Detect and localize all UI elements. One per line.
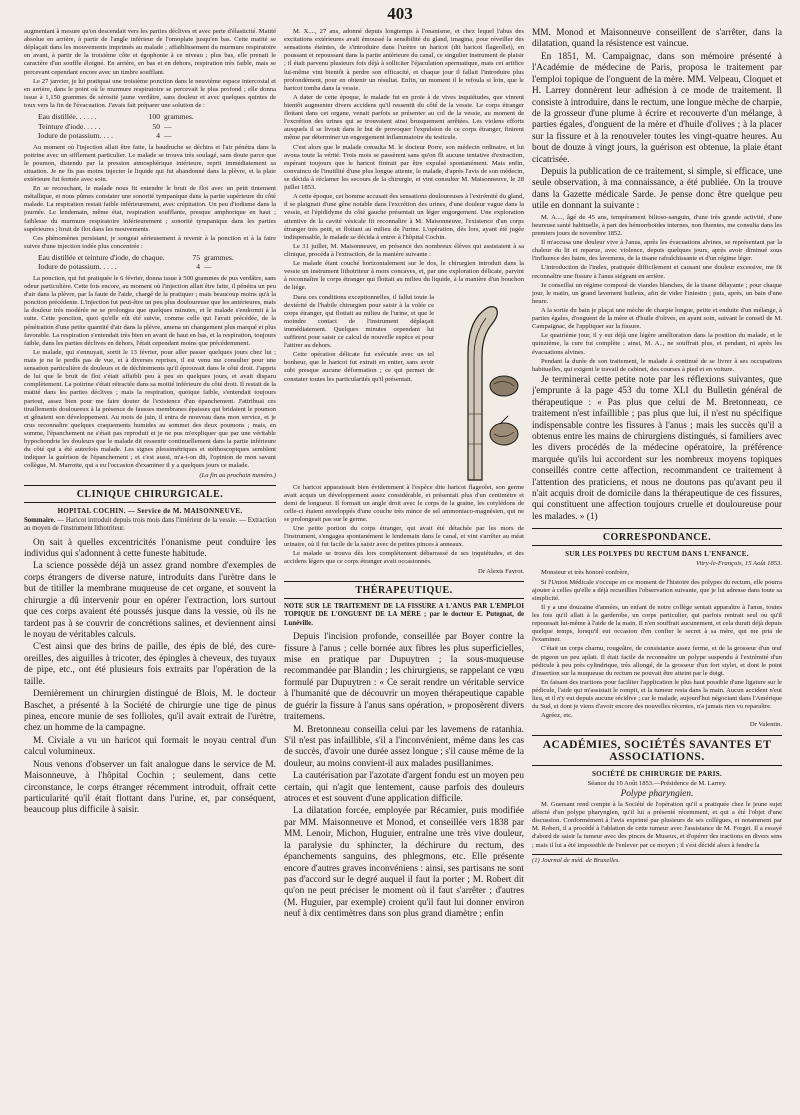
paragraph: Le quatrième jour, il y eut déjà une légère amélioration dans la position du malade, et le quinzième, la cure fut complète ; ainsi, M. A.., ne souffrait plus, et pendant, ni après les évacuations alvines. <box>532 332 782 356</box>
paragraph: Nous venons d'observer un fait analogue dans le service de M. Maisonneuve, à l'hôpital Cochin ; seulement, dans cette circonstance, le corps étranger récemment introduit, offrait cette particularité qu'il était flottant dans l'urine, et, par conséquent, beaucoup plus difficile à saisir. <box>24 759 276 816</box>
column-right <box>532 28 782 1109</box>
paragraph: C'est ainsi que des brins de paille, des épis de blé, des cure-oreilles, des aiguilles à tricoter, des épingles à cheveux, des tuyaux de pipe, etc., ont été plusieurs fois extraits par l'opération de la taille. <box>24 642 276 687</box>
correspondance-subtitle: SUR LES POLYPES DU RECTUM DANS L'ENFANCE. <box>565 550 749 559</box>
paragraph: Depuis l'incision profonde, conseillée par Boyer contre la fissure à l'anus ; celle bornée aux fibres les plus superficielles, mise en pratique par Dupuytren ; la sous-muqueuse recommandée par Blandin ; les chirurgiens, se rappelant ce vœu formulé par Dupuytren : « Ce serait rendre un véritable service à l'humanité que de découvrir un moyen thérapeutique capable de guérir la fissure à l'anus sans opération, » proposèrent divers traitemens. <box>284 632 524 723</box>
paragraph: MM. Monod et Maisonneuve conseillent de s'arrêter, dans la dilatation, quand la résistence est vaincue. <box>532 28 782 50</box>
paragraph: M. Guersant rend compte à la Société de l'opération qu'il a pratiquée chez le jeune sujet affecté d'un polype pharyngien, qu'il lui a présenté récemment, et qui a été l'objet d'une discussion. Conformément à l'avis exprimé par plusieurs de ses collègues, et notamment par M. Robert, il a procédé à l'ablation de cette tumeur avec l'assistance de M. Forget. Il a essayé d'abord de saisir la tumeur avec des pinces de Museux, et d'opérer des tractions en divers sens ; mais il lui a été impossible de l'enlever par ce moyen ; il s'est décidé alors à fendre la <box>532 801 782 849</box>
hospital-line: HOPITAL COCHIN. — Service de M. MAISONNEUVE. <box>57 506 243 515</box>
formula-row: Eau distillée et teinture d'iode, de chaque. 75 grammes. <box>38 252 234 262</box>
paragraph: M. A...., âgé de 45 ans, tempérament bilioso-sanguin, d'une très grande activité, d'une heureuse santé habituelle, à part des hémorrhoïdes internes, non fluentes, me consulta dans les premiers jours de novembre 1852. <box>532 213 782 237</box>
paragraph: En se recouchant, le malade nous fit entendre le bruit de flot avec un petit tintement métallique, et nous pûmes constater une sonorité tympanique dans la partie supérieure du côté malade. La respiration restait faible inférieurement, avec crépitation. Un peu d'iodisme dans la journée. Le lendemain, même état, respiration soufflante, presque amphorique en haut ; faiblesse du murmure respiratoire inférieurement ; sonorité tympanique dans les parties supérieures ; bruit de flot dans les mouvements. <box>24 185 276 233</box>
formula-row: Iodure de potassium. . . . . 4 — <box>38 262 212 272</box>
paragraph: M. Civiale a vu un haricot qui formait le noyau central d'un calcul volumineux. <box>24 735 276 758</box>
paragraph: Une petite portion du corps étranger, qui avait été détachée par les mors de l'instrument, s'engagea spontanément le lendemain dans le canal, et vint s'arrêter au méat urinaire, où il fut facile de la saisir avec de petites pinces à anneaux. <box>284 525 524 549</box>
session-line: Séance du 10 Août 1853.—Présidence de M. Larrey. <box>587 779 727 787</box>
paragraph: Cette opération délicate fut exécutée avec un tel bonheur, que le haricot fut extrait en entier, sans avoir subi presque aucune déformation ; ce qui permet de constater toutes les particularités qu'il présentait. <box>284 351 434 383</box>
column-left <box>24 28 276 1109</box>
formula-solution-1 <box>38 112 276 140</box>
paragraph: Depuis la publication de ce traitement, si simple, si efficace, une seule observation, à ma connaissance, a été publiée. On la trouve dans la Gazette médicale Sarde. Je pense donc être quelque peu utile en donnant la suivante : <box>532 167 782 212</box>
formula-row: Teinture d'iode. . . . . 50 — <box>38 121 172 131</box>
formula-solution-2 <box>38 253 276 272</box>
paragraph: Ces phénomènes persistant, je songeai sérieusement à revenir à la ponction et à la faire suivre d'une injection iodée plus concentrée : <box>24 234 276 250</box>
section-title-therapeutique: THÉRAPEUTIQUE. <box>284 581 524 599</box>
paragraph: augmentant à mesure qu'on descendait vers les parties déclives et avec perte d'élasticité. Matité absolue en arrière, à partir de l'angle inférieur de l'omoplate jusqu'en bas. Cette matité se déplaçait dans les mouvements imprimés au malade ; affaiblissement du murmure respiratoire en avant, à partir de la troisième côte et égophonie à ce niveau ; plus bas, elle prenait le caractère d'un souffle éloigné. En arrière, en bas et en dehors, respiration très faible, mais se percevant cependant encore avec un timbre soufflant. <box>24 28 276 76</box>
section-title-correspondance: CORRESPONDANCE. <box>532 528 782 546</box>
note-title: NOTE SUR LE TRAITEMENT DE LA FISSURE A L'ANUS PAR L'EMPLOI TOPIQUE DE L'ONGUENT DE LA MÈRE ; par le docteur E. Putegnat, de Lunéville. <box>284 602 524 627</box>
summary: Sommaire. — Haricot introduit depuis trois mois dans l'intérieur de la vessie. — Extraction au moyen de l'instrument lithotriteur. <box>24 516 276 533</box>
signature: Dr Alexis Favrot. <box>478 567 524 575</box>
paragraph: La science possède déjà un assez grand nombre d'exemples de corps étrangers de diverse nature, introduits dans l'urètre dans le but de titiller la membrane muqueuse de cet organe, et souvent la chirurgie a dû intervenir pour en opérer l'extraction, lors surtout que ces corps avaient été poussés jusque dans la vessie, où ils ne tardent pas à se couvrir de concrétions salines, et deviennent ainsi le noyau de véritables calculs. <box>24 561 276 641</box>
paragraph: M. X...., 27 ans, adonné depuis longtemps à l'onanisme, et chez lequel l'abus des excitations extérieures avait émoussé la sensibilité du gland, imagina, pour réveiller des sensations éteintes, de s'introduire dans l'urètre un haricot (dit haricot flageollet), en poussant et repoussant dans la partie antérieure du canal, ce singulier instrument de plaisir ; il était parvenu plusieurs fois déjà à solliciter l'éjaculation spermatique, mais cet artifice lui-même vint bientôt à perdre son efficacité, et chaque jour il fallait l'introduire plus profondément, pour en obtenir un résultat. Enfin, un moment il le refoula si loin, que le haricot tomba dans la vessie. <box>284 28 524 92</box>
paragraph: Le 27 janvier, je lui pratiquai une troisième ponction dans le neuvième espace intercostal et en arrière, dans le point où le murmure respiratoire se percevait le plus profond ; elle donna issue à 1,150 grammes de sérosité jaune verdâtre, sans douleur et avec quelques quintes de toux vers la fin de l'évacuation. J'avais fait préparer une solution de : <box>24 77 276 109</box>
section-title-academies: ACADÉMIES, SOCIÉTÉS SAVANTES ET ASSOCIATIONS. <box>532 735 782 766</box>
paragraph: La ponction, qui fut pratiquée le 6 février, donna issue à 500 grammes de pus verdâtre, sans odeur particulière. Cette fois encore, au moment où l'injection allait être faite, il pénétra un peu d'air dans la plèvre, par la faute de l'aide, chargé de la pratiquer ; mais beaucoup moins qu'à la ponction précédente. L'injection fut peut-être un peu plus douloureuse que les antérieures, mais la douleur très modérée ne se prolongea que quelques minutes, et le malade s'endormit à la suite. Cette ponction, quoi qu'elle eût été suivie, comme celle qui l'avait précédée, de la pénétration d'une petite quantité d'air dans la plèvre, amena un changement plus marqué et plus favorable. La respiration s'entendait très bien en avant de haut en bas, et la respiration, toujours faible, dans les parties déclives en dehors, l'était cependant moins que précédemment. <box>24 274 276 347</box>
column-middle <box>284 28 524 1109</box>
topic-title: Polype pharyngien. <box>620 788 694 799</box>
footnote: (1) Journal de méd. de Bruxelles. <box>532 854 782 864</box>
signature: Dr Valentin. <box>749 721 782 729</box>
paragraph: A dater de cette époque, le malade fut en proie à de vives inquiétudes, que vinrent bientôt augmenter divers accidens qu'il ressentit du côté de la vessie. Le corps étranger flottant dans cet organe, venait parfois se présenter au col de la vessie, au moment de l'excrétion des urines qui se trouvaient ainsi brusquement arrêtées. Les violens efforts auxquels il se livrait dans le but de provoquer l'expulsion de ce corps étranger, finirent même par déterminer un engorgement inflammatoire du testicule. <box>284 93 524 142</box>
paragraph: La cautérisation par l'azotate d'argent fondu est un moyen peu certain, qui n'agit que lentement, cause parfois des douleurs atroces et est souvent d'une application difficile. <box>284 771 524 805</box>
paragraph: A la sortie du bain je plaçai une mèche de charpie longue, petite et enduite d'un mélange, à parties égales, d'onguent de la mère et d'huile d'olives, en ayant soin, suivant le conseil de M. Campaignac, de l'appliquer sur la fissure. <box>532 306 782 331</box>
paragraph: M. Bretonneau conseilla celui par les lavemens de ratanhia. S'il n'est pas infaillible, s'il a l'inconvénient, même dans les cas de succès, d'avoir une durée assez longue ; s'il cause même de la douleur, au moins convient-il aux malades pusillanimes. <box>284 724 524 769</box>
paragraph: Je terminerai cette petite note par les réflexions suivantes, que j'emprunte à la page 453 du tome XLI du Bulletin général de thérapeutique : « Pas plus que celui de M. Bretonneau, ce traitement n'est infaillible ; pas plus que lui, il n'est nu spécifique indispensable contre les fissures à l'anus ; mais les succès qu'il a obtenus entre les mains de chirurgiens distingués, si familiers avec les divers procédés de la médecine opératoire, la préférence marquée qu'ils lui accordent sur les nombreux moyens topiques conseillés contre cette affection, recommandent ce traitement à l'attention des praticiens, et nous ne doutons pas qu'avant peu il n'ait acquis droit de domicile dans la thérapeutique de ces fissures, qui constituent une affection toujours cruelle et douloureuse pour les malades. » (1) <box>532 374 782 522</box>
formula-row: Eau distillée. . . . . . 100 grammes. <box>38 112 194 122</box>
paragraph: En faisant des tractions pour faciliter l'application le plus haut possible d'une ligature sur le pédicule, l'aide qui m'assistait le rompit, et la tumeur resta dans la main. Aucun accident n'eut lieu, et il n'y eut depuis aucune récidive ; car le malade, aujourd'hui négociant dans l'Amérique du Sud, et dont je viens d'avoir encore des nouvelles récentes, n'a jamais rien vu reparaître. <box>532 678 782 711</box>
paragraph: Le malade se trouva dès lors complètement débarrassé de ses inquiétudes, et des accidens légers que ce corps étranger avait occasionnés. <box>284 550 524 566</box>
lithotrite-illustration <box>438 294 524 484</box>
paragraph: Le malade étant couché horizontalement sur le dos, le chirurgien introduit dans la vessie un instrument lithotriteur à mors concaves, et, par une exploration délicate, parvint à reconnaître le corps étranger qui flottait au milieu du liquide, à la manière d'un bouchon de liége. <box>284 260 524 292</box>
continued-note: (La fin au prochain numéro.) <box>199 471 276 479</box>
paragraph: On sait à quelles excentricités l'onanisme peut conduire les individus qui s'adonnent à cette funeste habitude. <box>24 537 276 560</box>
paragraph: Le 31 juillet, M. Maisonneuve, en présence des nombreux élèves qui assistaient à sa clinique, procéda à l'extraction, de la manière suivante : <box>284 242 524 258</box>
paragraph: Agréez, etc. <box>541 712 573 720</box>
paragraph: Il m'accusa une douleur vive à l'anus, après les évacuations alvines, se représentant par la chaleur du lit et reparue, avec violence, depuis quelques jours, après avoir diminué sous l'influence des bains, des lavemens, de la tisane rafraîchissante et d'un régime léger. <box>532 239 782 263</box>
paragraph: Pendant la durée de son traitement, le malade à continué de se livrer à ses occupations habituelles, qui exigent le travail de cabinet, des courses à pied et en voiture. <box>532 357 782 373</box>
paragraph: Le malade, qui s'ennuyait, sortit le 13 février, pour aller passer quelques jours chez lui ; mais je ne le perdis pas de vue, et à diverses reprises, il est venu me consulter pour une sensation particulière de douleurs et de déchirements qu'il éprouvait dans le côté droit. J'appris de lui que le bruit de flot s'était affaibli peu à peu en quelques jours, et avait disparu complètement. La poitrine s'était rétractée dans sa moitié inférieure du côté droit. Il restait de la matité dans les parties déclives ; mais la respiration, quoique faible, s'entendait toujours partout, assez bien pour me faire douter de l'existence d'un épanchement. J'attribuai ces tiraillements douloureux à la présence de fausses membranes épaisses qui bridaient le poumon et gênaient son développement. Au mois de juin, il entra de nouveau dans mon service, et je crus reconnaître quelques craquements humides au sommet des deux poumons ; mais, en somme, l'épanchement ne s'était pas reproduit et je ne pus m'expliquer que par une véritable hypochondrie les douleurs que le malade dit ressentir continuellement dans la partie inférieure du côté qui a été autrefois malade. Les signes plessimétriques et stéthoscopiques semblent indiquer la guérison de l'épanchement ; et c'est aussi, m'a-t-on dit, l'opinion de mon savant collègue, M. Marrotte, qui a eu l'occasion d'examiner il y a quelques jours ce malade. <box>24 348 276 470</box>
paragraph: Dans ces conditions exceptionnelles, il fallut toute la dextérité de l'habile chirurgien pour saisir à la volée ce corps étranger, qui flottait au milieu de l'urine, et que le moindre contact de l'instrument déplaçait immédiatement. Quelques minutes cependant lui suffirent pour saisir ce calcul de nouvelle espèce et pour l'attirer au dehors. <box>284 293 434 350</box>
paragraph: Monsieur et très honoré confrère, <box>541 569 630 577</box>
paragraph: Je conseillai un régime composé de viandes blanches, de la tisane délayante ; pour chaque jour, le matin, un grand lavement huileux, afin de vider l'intestin ; puis, après, un bain d'une heure. <box>532 281 782 305</box>
section-title-clinique: CLINIQUE CHIRURGICALE. <box>24 485 276 503</box>
formula-row: Iodure de potassium. . . . 4 — <box>38 131 172 141</box>
paragraph: Ce haricot apparaissait bien évidemment à l'espèce dite haricot flageolet, son germe avait acquis un développement assez considérable, et présentait plus d'un centimètre et demi de longueur. Il formait un angle droit avec le corps de la graine, les cotylédons de celle-ci étaient enveloppés d'une couche très mince de sel ammoniaco-magnésien, qui ne se prolongeait pas sur le germe. <box>284 483 524 523</box>
paragraph: Au moment où l'injection allait être faite, la baudruche se déchira et l'air pénétra dans la poitrine avec un sifflement particulier. Le malade se trouva très soulagé, sans doute parce que le poumon, distendu par la pression atmosphérique intérieure, reprit immédiatement sa situation. Je ne fis pas moins injecter le liquide qui fut abandonné dans la plèvre, et la plaie extérieure fut fermée avec soin. <box>24 143 276 183</box>
paragraph: La dilatation forcée, employée par Récamier, puis modifiée par MM. Maisonneuve et Monod, et conseillée vers 1838 par MM. Lenoir, Michon, Huguier, entraîne une très vive douleur, la paralysie du sphincter, la déchirure du rectum, des épanchements sanguins, des phlegmons, etc. Elle présente encore d'autres graves inconvéniens : ainsi, ses partisans ne sont pas d'accord sur le degré auquel il faut la porter ; M. Robert dit qu'on ne peut préciser le moment où il faut s'arrêter ; d'autres (M. Huguier, par exemple) croient qu'il faut lui donner environ neuf à dix centimètres dans son plus grand diamètre ; enfin <box>284 806 524 920</box>
paragraph: En 1851, M. Campaignac, dans son mémoire présenté à l'Académie de médecine de Paris, proposa le traitement par l'emploi topique de l'onguent de la mère. MM. Velpeau, Cloquet et H. Larrey donnèrent leur adhésion à ce mode de traitement. Il consiste à introduire, dans le rectum, une longue mèche de charpie, de la grosseur d'une plume à écrire et recouverte d'un mélange, à parties égales, d'onguent de la mère et d'huile d'olives ; à la placer sur la fissure et à la renouveler toutes les vingt-quatre heures. Au bout de douze à vingt jours, la guérison est obtenue, la plaie étant cicatrisée. <box>532 51 782 165</box>
paragraph: C'était un corps charnu, rougeâtre, de consistance assez ferme, et de la grosseur d'un œuf de pigeon un peu aplati. Il était facile de reconnaître un polype suspendu à l'extrémité d'un pédicule à peu près cylindrique, très allongé, de la grosseur d'un fort stylet, et dont le point d'insertion sur la muqueuse du rectum ne pouvait être atteint par le doigt. <box>532 645 782 677</box>
paragraph: L'introduction de l'index, pratiquée difficilement et causant une douleur excessive, me fit reconnaître une fissure à l'anus siégeant en arrière. <box>532 264 782 280</box>
society-title: SOCIÉTÉ DE CHIRURGIE DE PARIS. <box>591 769 723 778</box>
figure-block <box>284 294 524 484</box>
correspondance-date: Vitry-le-François, 15 Août 1853. <box>695 560 782 568</box>
paragraph: Dernièrement un chirurgien distingué de Blois, M. le docteur Baschet, a présenté à la Société de chirurgie une tige de pinus pinea, encore munie de ses follioles, qu'il avait extrait de l'urètre, chez un homme de la campagne. <box>24 689 276 734</box>
paragraph: A cette époque, cet homme accusait des sensations douloureuses à l'extrémité du gland, il se plaignait d'une gêne notable dans l'excrétion des urines, d'une douleur vague dans la vessie, et l'épididyme du côté gauche présentait un léger engorgement. Une exploration attentive de la cavité vésicale fit reconnaître à M. Maisonneuve, l'existence d'un corps étranger très petit, et flottant au milieu de l'urine. L'opération, dès lors, ayant été jugée indispensable, le malade se décida à entrer à l'hôpital Cochin. <box>284 193 524 241</box>
paragraph: C'est alors que le malade consulta M. le docteur Porre, son médecin ordinaire, et lui avoua toute la vérité. Trois mois se passèrent sans qu'on fît aucune tentative d'extraction, espérant toujours que le haricot finirait par être expulsé spontanément. Mais enfin, convaincu de l'inutilité d'une plus longue attente, le malade, d'après l'avis de son médecin, se décida à réclamer les secours de la chirurgie, et vint consulter M. Maisonneuve, le 28 juillet 1853. <box>284 143 524 192</box>
paragraph: Il y a une douzaine d'années, un enfant de notre collège sentait apparaître à l'anus, toutes les fois qu'il allait à la garderobe, un corps particulier, qui parfois rentrait seul ou qu'il repoussait lui-même à l'aide de la main. Il n'en souffrait aucunement, et cela durait déjà depuis quelque temps, lorsqu'il eut occasion d'en confier le secret à sa mère, qui me pria de l'examiner. <box>532 603 782 644</box>
paragraph: Si l'Union Médicale s'occupe en ce moment de l'histoire des polypes du rectum, elle pourra ajouter à celles qu'elle a déjà recueillies l'observation suivante, que je lui adresse dans toute sa simplicité. <box>532 578 782 602</box>
page-number: 403 <box>387 4 413 23</box>
